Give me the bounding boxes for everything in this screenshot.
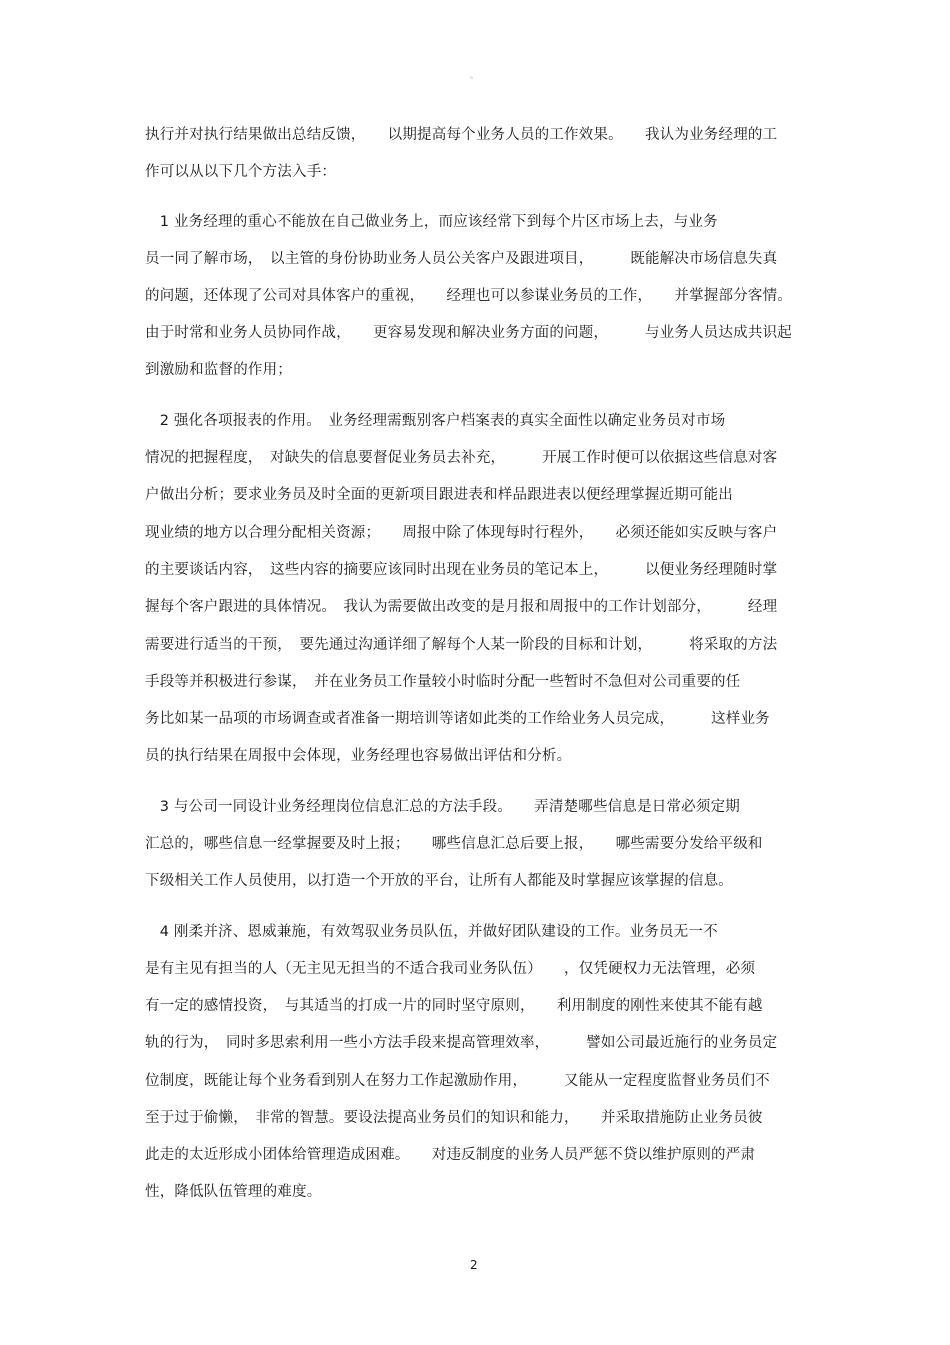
text-line: 手段等并积极进行参谋， 并在业务员工作量较小时临时分配一些暂时不急但对公司重要的任 xyxy=(145,674,741,690)
text-line: 有一定的感情投资， 与其适当的打成一片的同时坚守原则， 利用制度的刚性来使其不能有越 xyxy=(145,998,763,1014)
text-line: 的问题，还体现了公司对具体客户的重视， 经理也可以参谋业务员的工作， 并掌握部分客情。 xyxy=(145,288,792,304)
text-line: 4 刚柔并济、恩威兼施，有效驾驭业务员队伍，并做好团队建设的工作。业务员无一不 xyxy=(145,924,718,940)
text-line: 务比如某一品项的市场调查或者准备一期培训等诸如此类的工作给业务人员完成， 这样业务 xyxy=(145,711,770,727)
text-line: 作可以从以下几个方法入手： xyxy=(145,164,337,180)
text-line: 情况的把握程度， 对缺失的信息要督促业务员去补充， 开展工作时便可以依据这些信息对客 xyxy=(145,450,778,466)
text-line: 轨的行为， 同时多思索利用一些小方法手段来提高管理效率， 譬如公司最近施行的业务员定 xyxy=(145,1035,778,1051)
text-line: 由于时常和业务人员协同作战， 更容易发现和解决业务方面的问题， 与业务人员达成共识起 xyxy=(145,325,792,341)
text-line: 3 与公司一同设计业务经理岗位信息汇总的方法手段。 弄清楚哪些信息是日常必须定期 xyxy=(145,799,740,815)
text-line: 此走的太近形成小团体给管理造成困难。 对违反制度的业务人员严惩不贷以维护原则的严肃 xyxy=(145,1147,756,1163)
page-number: 2 xyxy=(470,1258,478,1272)
text-line: 1 业务经理的重心不能放在自己做业务上，而应该经常下到每个片区市场上去，与业务 xyxy=(145,214,718,230)
text-line: 下级相关工作人员使用，以打造一个开放的平台，让所有人都能及时掌握应该掌握的信息。 xyxy=(145,873,733,889)
text-line: 员的执行结果在周报中会体现，业务经理也容易做出评估和分析。 xyxy=(145,748,572,764)
text-line: 现业绩的地方以合理分配相关资源； 周报中除了体现每时行程外， 必须还能如实反映与客户 xyxy=(145,525,778,541)
text-line: 是有主见有担当的人（无主见无担当的不适合我司业务队伍） ，仅凭硬权力无法管理，必须 xyxy=(145,961,756,977)
text-line: 的主要谈话内容， 这些内容的摘要应该同时出现在业务员的笔记本上， 以便业务经理随时掌 xyxy=(145,562,778,578)
text-line: 至于过于偷懒， 非常的智慧。要设法提高业务员们的知识和能力， 并采取措施防止业务员彼 xyxy=(145,1110,763,1126)
text-line: 位制度，既能让每个业务看到别人在努力工作起激励作用， 又能从一定程度监督业务员们不 xyxy=(145,1073,770,1089)
text-line: 到激励和监督的作用； xyxy=(145,362,292,378)
text-line: 执行并对执行结果做出总结反馈， 以期提高每个业务人员的工作效果。 我认为业务经理的工 xyxy=(145,127,778,143)
text-line: 2 强化各项报表的作用。 业务经理需甄别客户档案表的真实全面性以确定业务员对市场 xyxy=(145,413,726,429)
text-line: 需要进行适当的干预， 要先通过沟通详细了解每个人某一阶段的目标和计划， 将采取的方法 xyxy=(145,637,778,653)
text-line: 性，降低队伍管理的难度。 xyxy=(145,1184,322,1200)
text-line: 员一同了解市场， 以主管的身份协助业务人员公关客户及跟进项目， 既能解决市场信息失真 xyxy=(145,251,778,267)
header-mark: 。 xyxy=(470,71,478,80)
text-line: 汇总的，哪些信息一经掌握要及时上报； 哪些信息汇总后要上报， 哪些需要分发给平级和 xyxy=(145,836,763,852)
text-line: 握每个客户跟进的具体情况。 我认为需要做出改变的是月报和周报中的工作计划部分， 经理 xyxy=(145,599,778,615)
text-line: 户做出分析；要求业务员及时全面的更新项目跟进表和样品跟进表以便经理掌握近期可能出 xyxy=(145,487,733,503)
